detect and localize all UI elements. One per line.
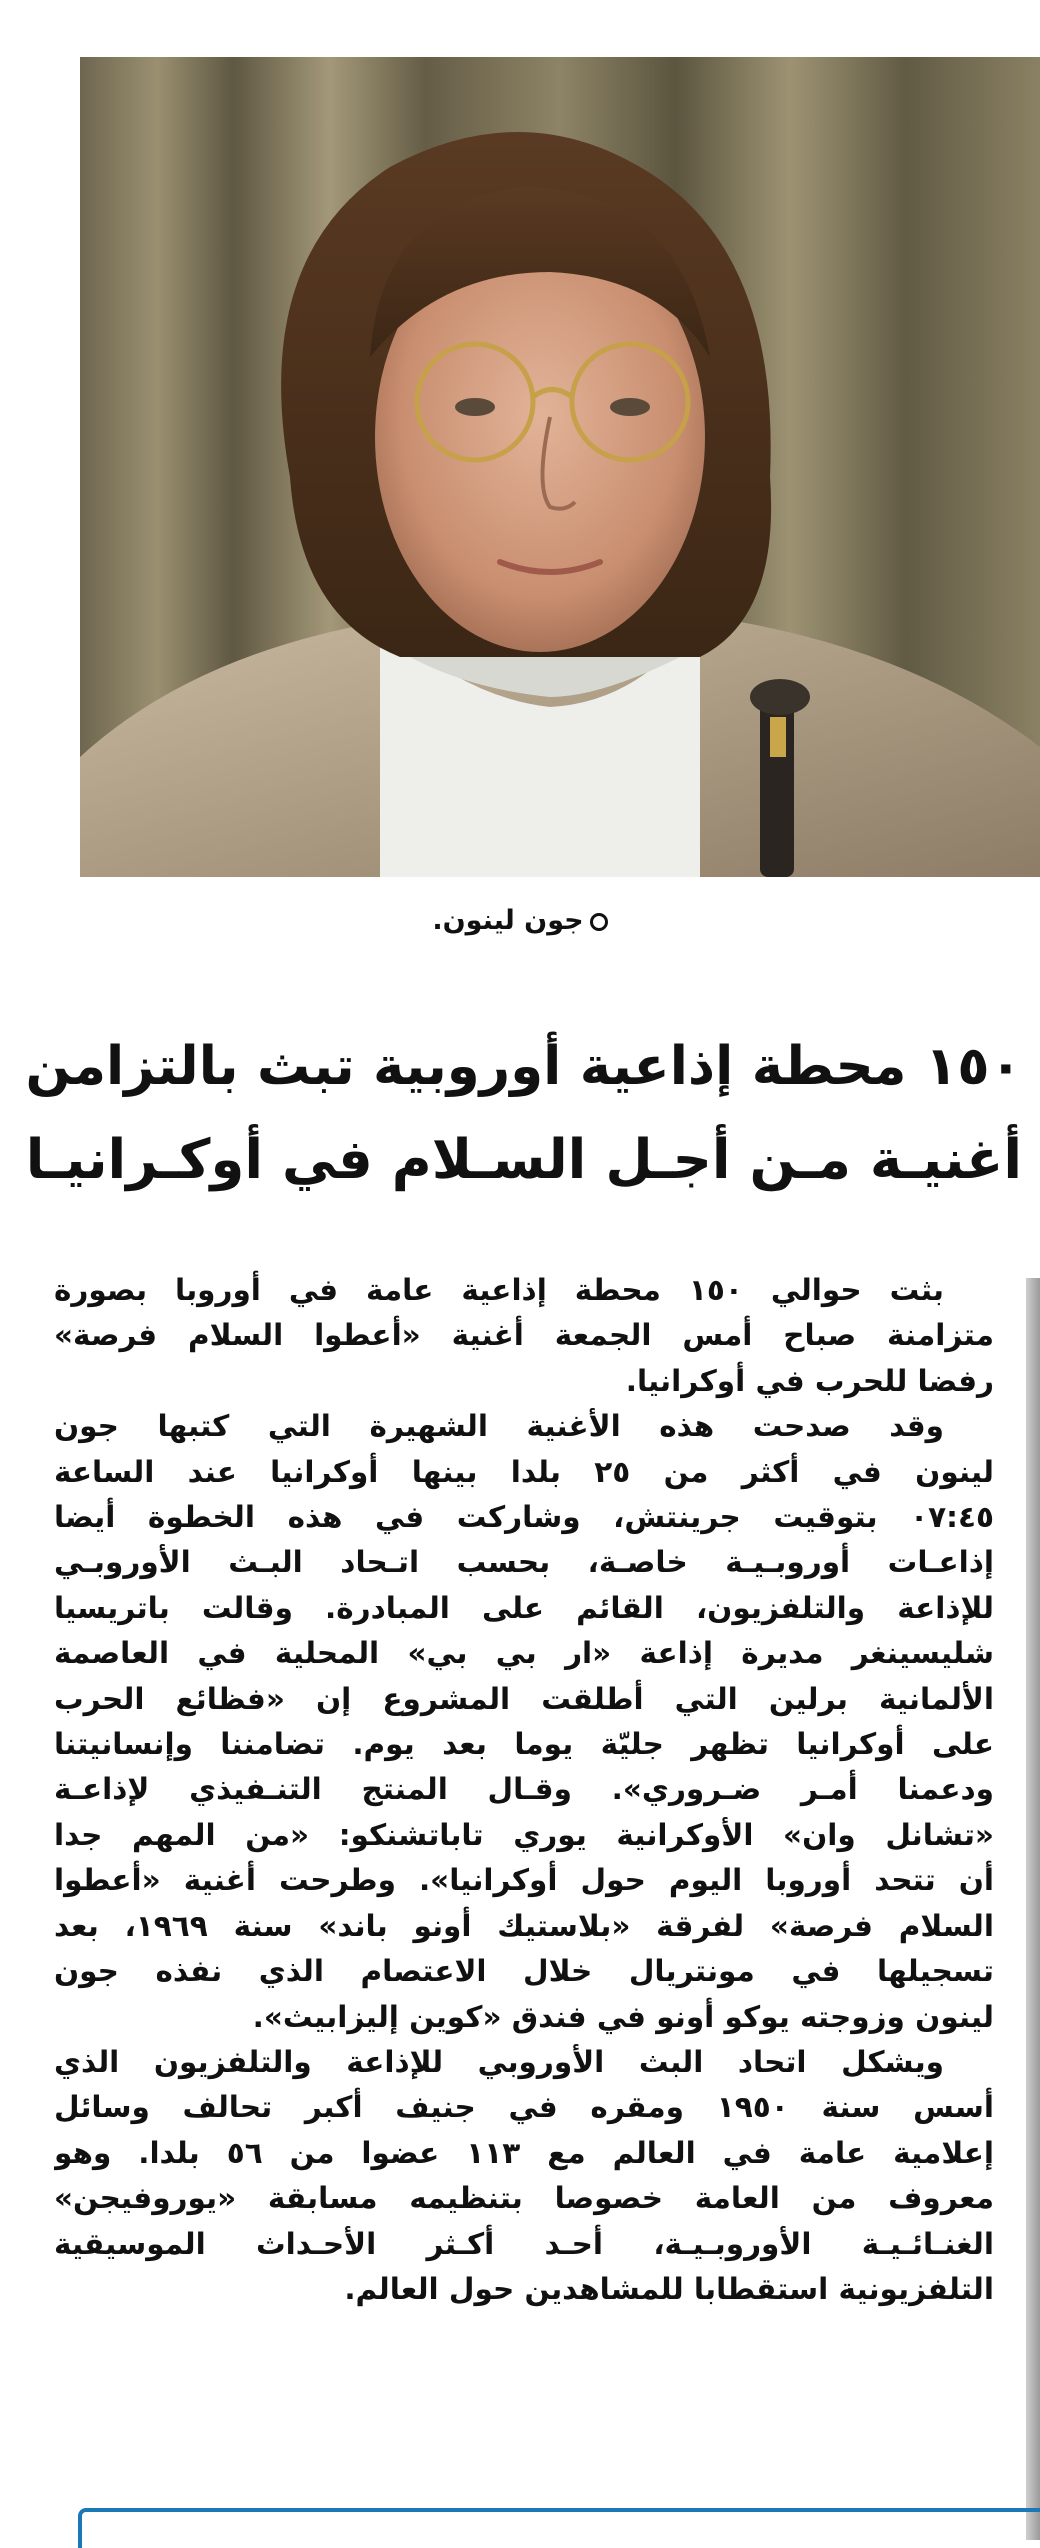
article-line: متزامنة صباح أمس الجمعة أغنية «أعطوا السلام فرصة» — [54, 1318, 994, 1353]
article-line: الغنـائـيـة الأوروبـيـة، أحـد أكـثر الأحـداث الموسيقية — [54, 2226, 994, 2261]
portrait-illustration — [80, 57, 1040, 877]
article-line: على أوكرانيا تظهر جليّة يوما بعد يوم. تضامننا وإنسانيتنا — [54, 1727, 994, 1762]
article-line: ودعمنا أمـر ضـروري». وقـال المنتج التنـفيذي لإذاعـة — [54, 1772, 994, 1807]
caption-bullet-icon — [590, 913, 608, 931]
article-line: شليسينغر مديرة إذاعة «ار بي بي» المحلية في العاصمة — [54, 1636, 994, 1671]
article-line: تسجيلها في مونتريال خلال الاعتصام الذي نفذه جون — [54, 1954, 994, 1989]
column-divider — [1026, 1278, 1040, 2540]
article-line: أن تتحد أوروبا اليوم حول أوكرانيا». وطرحت أغنية «أعطوا — [54, 1863, 994, 1898]
article-line: «تشانل وان» الأوكرانية يوري تاباتشنكو: «من المهم جدا — [54, 1817, 994, 1852]
article-line: وقد صدحت هذه الأغنية الشهيرة التي كتبها جون — [54, 1409, 944, 1444]
article-line: للإذاعة والتلفزيون، القائم على المبادرة. وقالت باتريسيا — [54, 1590, 994, 1625]
photo-caption — [0, 905, 1040, 936]
next-article-box-border — [78, 2508, 1040, 2548]
article-line: التلفزيونية استقطابا للمشاهدين حول العالم. — [344, 2271, 994, 2306]
caption-text: جون لينون. — [432, 905, 584, 936]
article-line: إعلامية عامة في العالم مع ١١٣ عضوا من ٥٦ بلدا. وهو — [54, 2135, 994, 2170]
article-line: إذاعـات أوروبـيـة خاصـة، بحسب اتـحاد البـث الأوروبـي — [54, 1545, 994, 1580]
article-body — [54, 1268, 994, 2312]
article-line: رفضا للحرب في أوكرانيا. — [625, 1363, 994, 1398]
article-line: معروف من العامة خصوصا بتنظيمه مسابقة «يوروفيجن» — [54, 2181, 994, 2216]
article-line: لينون وزوجته يوكو أونو في فندق «كوين إليزابيث». — [252, 1999, 994, 2034]
article-line: السلام فرصة» لفرقة «بلاستيك أونو باند» سنة ١٩٦٩، بعد — [54, 1908, 994, 1943]
article-line: أسس سنة ١٩٥٠ ومقره في جنيف أكبر تحالف وسائل — [54, 2090, 994, 2125]
article-line: الألمانية برلين التي أطلقت المشروع إن «فظائع الحرب — [54, 1681, 994, 1716]
portrait-photo — [80, 57, 1040, 877]
article-line: بثت حوالي ١٥٠ محطة إذاعية عامة في أوروبا بصورة — [54, 1273, 944, 1307]
headline-line-2: أغنيـة مـن أجـل السـلام في أوكـرانيـا — [25, 1127, 1022, 1191]
article-line: ويشكل اتحاد البث الأوروبي للإذاعة والتلفزيون الذي — [54, 2044, 944, 2079]
article-line: لينون في أكثر من ٢٥ بلدا بينها أوكرانيا عند الساعة — [54, 1454, 994, 1489]
article-line: ٠٧:٤٥ بتوقيت جرينتش، وشاركت في هذه الخطوة أيضا — [54, 1500, 994, 1535]
headline-line-1: ١٥٠ محطة إذاعية أوروبية تبث بالتزامن — [25, 1036, 1022, 1097]
